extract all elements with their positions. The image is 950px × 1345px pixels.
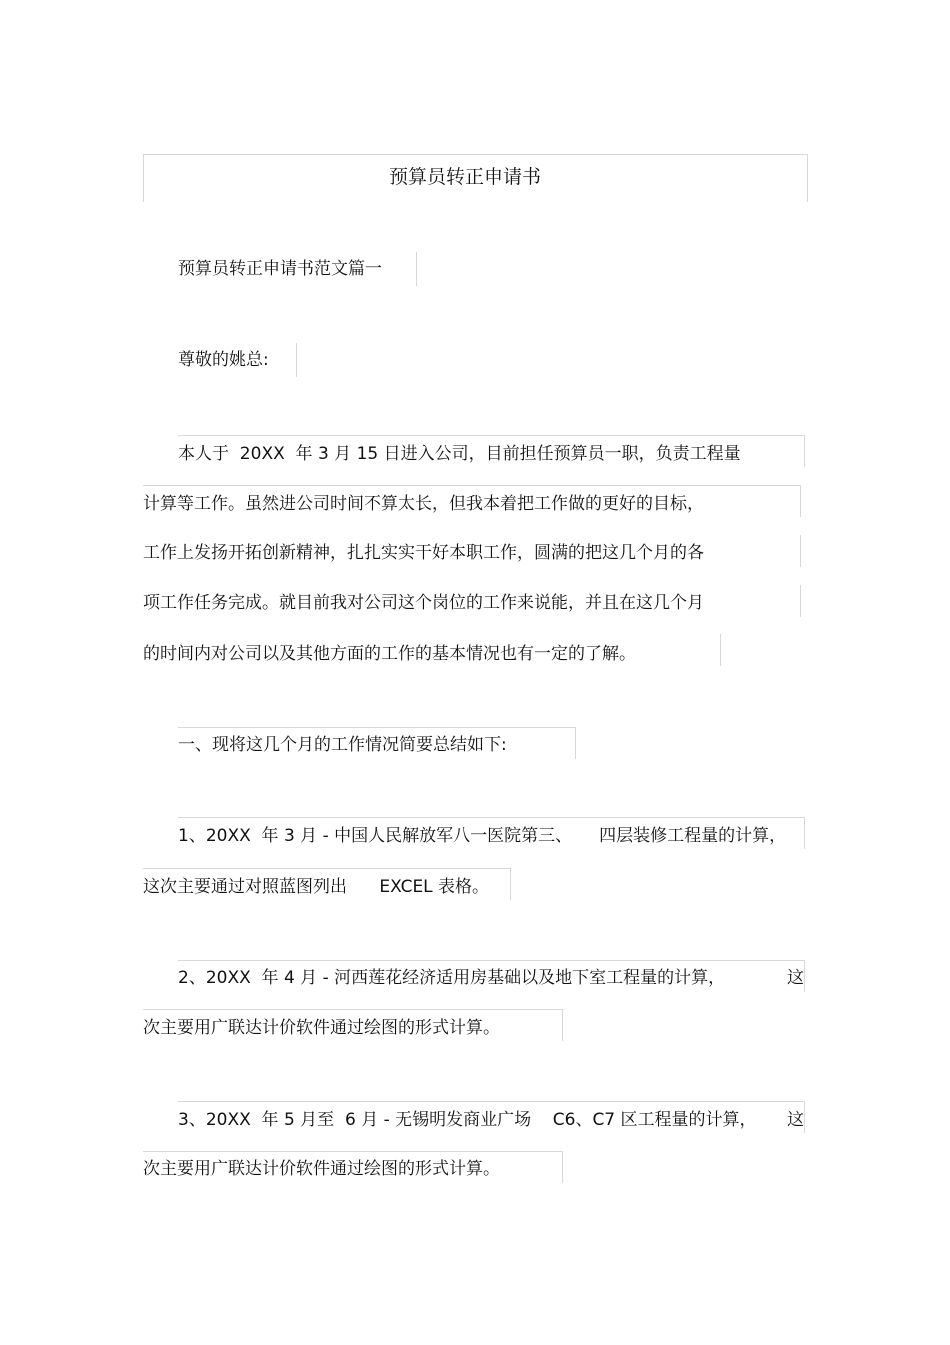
frame-line (178, 960, 804, 961)
frame-line (143, 1009, 562, 1010)
frame-line (178, 1101, 804, 1102)
item-3-line-2: 次主要用广联达计价软件通过绘图的形式计算。 (143, 1159, 500, 1179)
section-heading: 一、现将这几个月的工作情况简要总结如下: (178, 735, 507, 755)
item-2-line-1: 2、20XX 年 4 月 - 河西莲花经济适用房基础以及地下室工程量的计算， (178, 968, 726, 988)
frame-line (804, 817, 805, 849)
frame-line (804, 1101, 805, 1133)
frame-line (510, 868, 511, 900)
frame-line (804, 960, 805, 992)
intro-line-5: 的时间内对公司以及其他方面的工作的基本情况也有一定的了解。 (143, 644, 636, 664)
frame-line (800, 585, 801, 617)
intro-line-1: 本人于 20XX 年 3 月 15 日进入公司，目前担任预算员一职，负责工程量 (178, 444, 741, 464)
frame-line (804, 435, 805, 467)
frame-line (800, 535, 801, 567)
frame-line (178, 727, 575, 728)
item-1-line-2: 这次主要通过对照蓝图列出 EXCEL 表格。 (143, 877, 490, 897)
frame-line (800, 485, 801, 517)
frame-line (143, 1151, 562, 1152)
intro-line-2: 计算等工作。虽然进公司时间不算太长，但我本着把工作做的更好的目标， (143, 494, 704, 514)
frame-line (296, 343, 297, 377)
frame-line (575, 727, 576, 759)
salutation: 尊敬的姚总: (178, 350, 269, 370)
item-2-line-2: 次主要用广联达计价软件通过绘图的形式计算。 (143, 1018, 500, 1038)
frame-line (143, 868, 510, 869)
item-3-line-1-tail: 这 (787, 1110, 804, 1130)
frame-line (143, 485, 801, 486)
title-frame-right (807, 154, 808, 202)
item-3-line-1: 3、20XX 年 5 月至 6 月 - 无锡明发商业广场 C6、C7 区工程量的计算， (178, 1110, 757, 1130)
frame-line (416, 252, 417, 286)
title-frame-left (143, 154, 144, 202)
title-frame-top (143, 154, 808, 155)
frame-line (178, 817, 804, 818)
item-2-line-1-tail: 这 (787, 968, 804, 988)
frame-line (178, 435, 804, 436)
intro-line-4: 项工作任务完成。就目前我对公司这个岗位的工作来说能，并且在这几个月 (143, 593, 704, 613)
item-1-line-1: 1、20XX 年 3 月 - 中国人民解放军八一医院第三、 四层装修工程量的计算， (178, 826, 787, 846)
document-subtitle: 预算员转正申请书范文篇一 (178, 259, 382, 279)
frame-line (562, 1151, 563, 1183)
intro-line-3: 工作上发扬开拓创新精神，扎扎实实干好本职工作，圆满的把这几个月的各 (143, 543, 704, 563)
frame-line (720, 634, 721, 666)
document-title: 预算员转正申请书 (389, 166, 542, 188)
frame-line (562, 1009, 563, 1041)
